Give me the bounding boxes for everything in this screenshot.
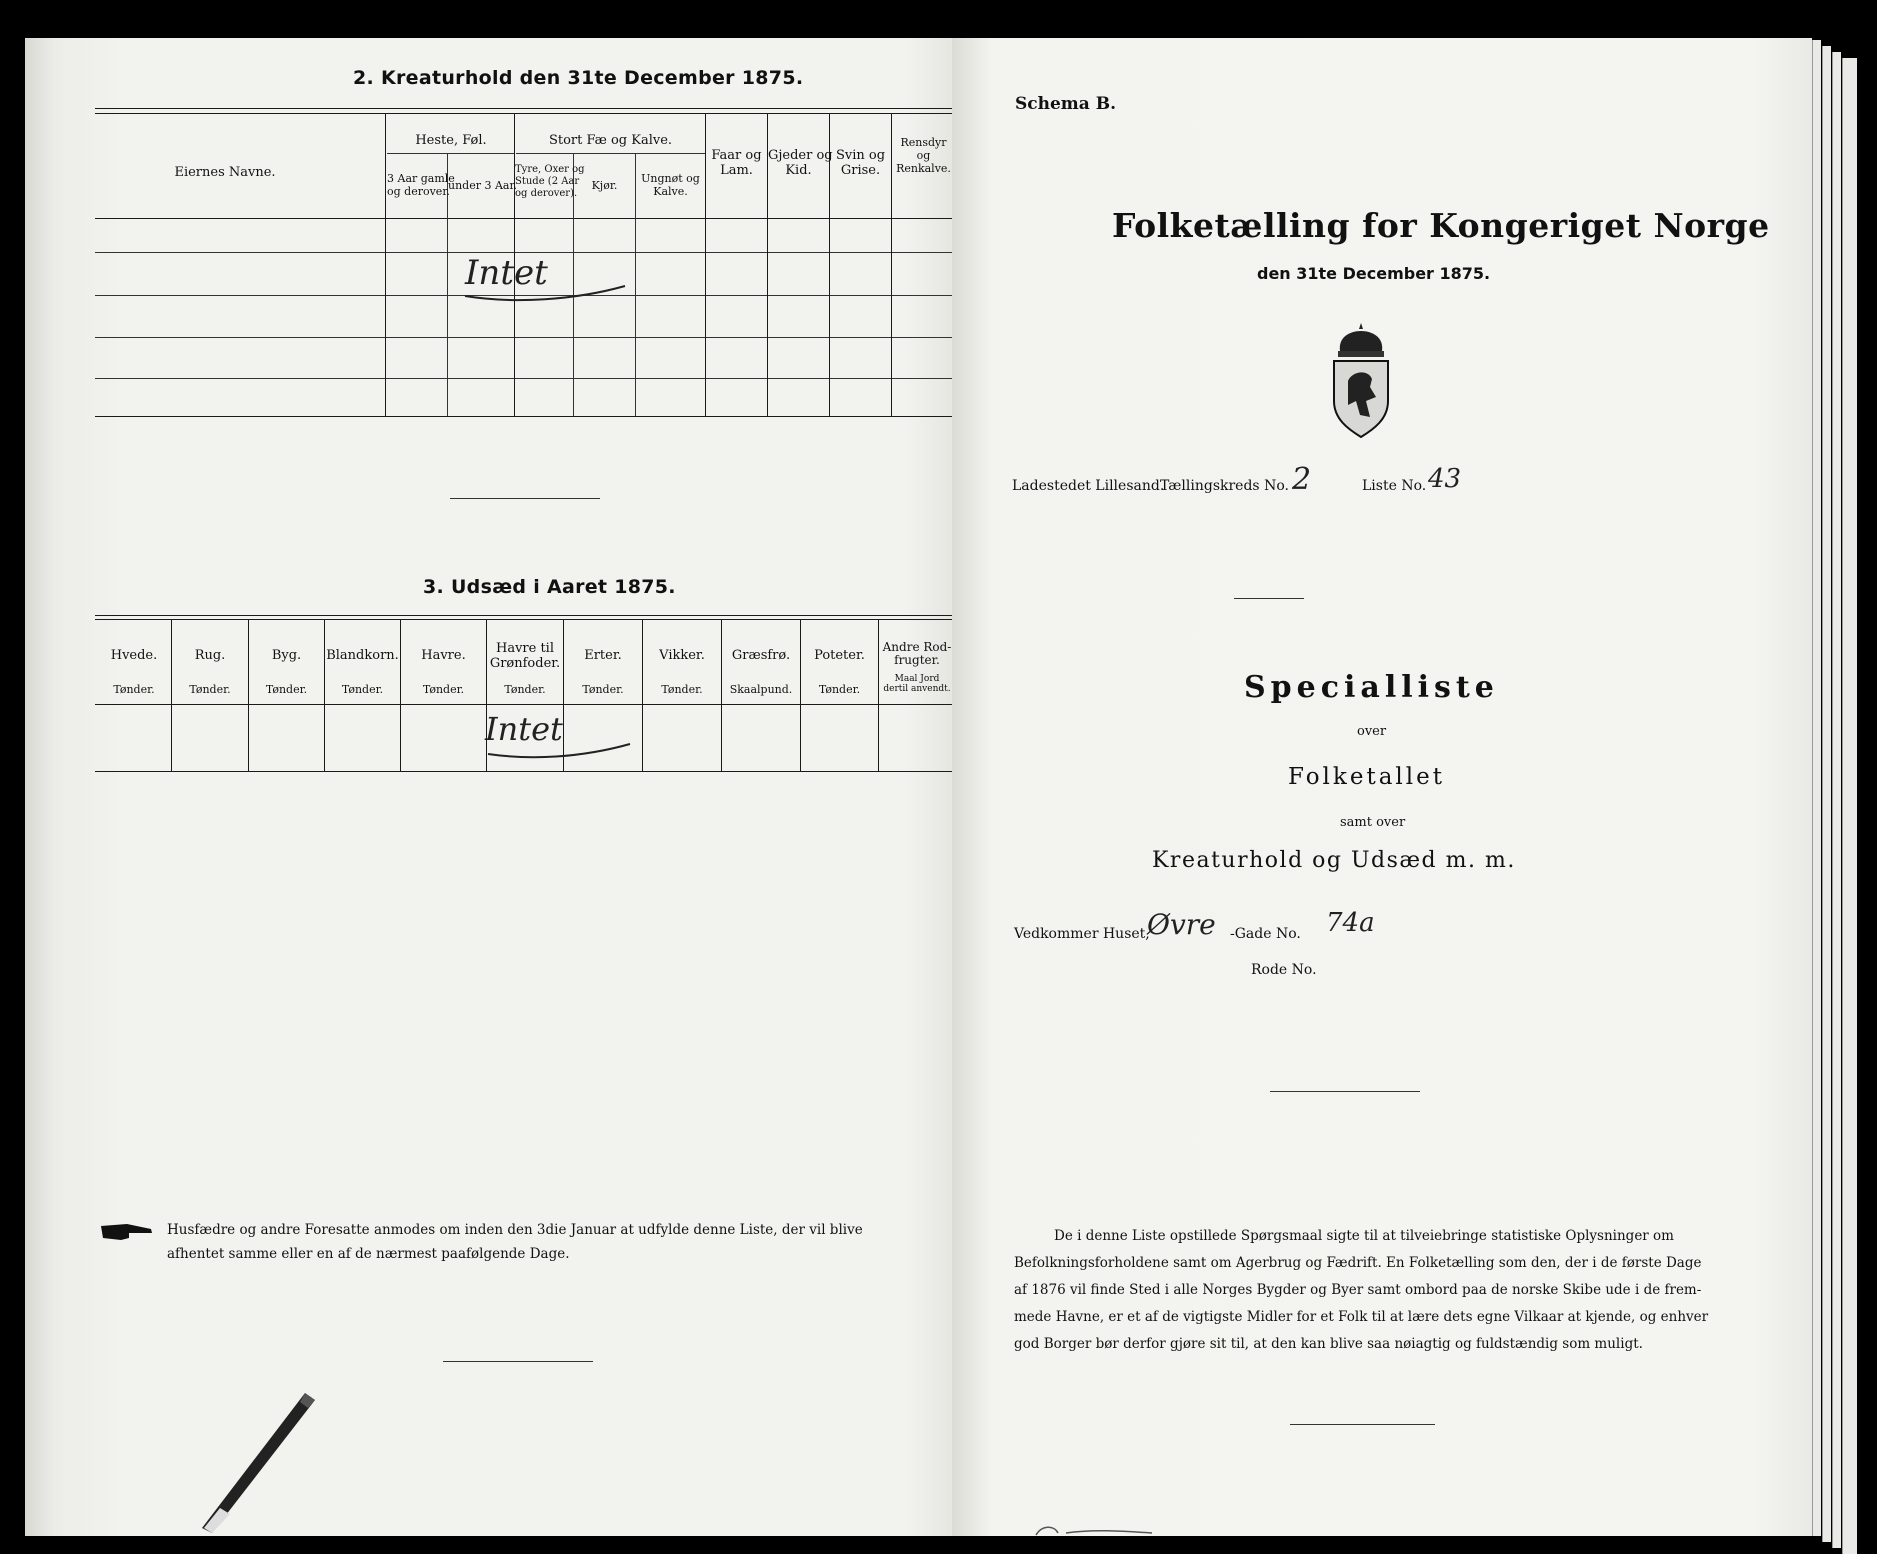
udsaed-unit: Tønder. bbox=[265, 683, 308, 696]
group-rule bbox=[516, 153, 705, 154]
page-edge bbox=[1832, 52, 1841, 1548]
udsaed-unit: Tønder. bbox=[818, 683, 861, 696]
page-edge bbox=[1842, 58, 1857, 1554]
udsaed-col-graesfro: Græsfrø. bbox=[731, 648, 791, 663]
col-owner: Eiernes Navne. bbox=[174, 165, 276, 180]
col-stort-c: Ungnøt og Kalve. bbox=[641, 172, 700, 198]
col-heste-a: 3 Aar gamle og derover. bbox=[387, 172, 455, 198]
section2-title: 2. Kreaturhold den 31te December 1875. bbox=[353, 67, 804, 89]
udsaed-unit: Tønder. bbox=[661, 683, 703, 696]
handwritten-flourish bbox=[455, 278, 635, 308]
schema-label: Schema B. bbox=[1015, 94, 1117, 114]
kreds-label: Tællingskreds No. bbox=[1160, 478, 1289, 494]
census-title: Folketælling for Kongeriget Norge bbox=[1112, 206, 1770, 245]
col-heste-b: under 3 Aar. bbox=[448, 179, 518, 192]
separator-line bbox=[450, 498, 600, 499]
coat-of-arms-icon bbox=[1326, 321, 1396, 439]
udsaed-col-byg: Byg. bbox=[271, 648, 302, 663]
vedkommer-label: Vedkommer Huset, bbox=[1014, 926, 1150, 942]
kreaturhold-text: Kreaturhold og Udsæd m. m. bbox=[1152, 848, 1516, 873]
census-date: den 31te December 1875. bbox=[1257, 264, 1491, 283]
udsaed-col-erter: Erter. bbox=[584, 648, 622, 663]
gade-handwritten: Øvre bbox=[1147, 908, 1216, 941]
table-row-line bbox=[95, 378, 955, 379]
udsaed-col-andre: Andre Rod- frugter. bbox=[882, 640, 952, 667]
kreds-value: 2 bbox=[1292, 462, 1312, 497]
pointing-hand-icon bbox=[99, 1220, 155, 1244]
page-edge bbox=[1812, 40, 1821, 1536]
table-rule bbox=[95, 619, 955, 620]
group-heste: Heste, Føl. bbox=[415, 133, 487, 148]
table-col-line bbox=[385, 113, 386, 416]
col-faar: Faar og Lam. bbox=[711, 148, 762, 178]
udsaed-col-havre-gronfoder: Havre til Grønfoder. bbox=[489, 641, 561, 671]
notice-line-1: Husfædre og andre Foresatte anmodes om inden den 3die Januar at udfylde denne Liste, der vil blive bbox=[167, 1222, 863, 1238]
udsaed-unit: Tønder. bbox=[113, 683, 155, 696]
separator-line bbox=[1270, 1091, 1420, 1092]
section3-title: 3. Udsæd i Aaret 1875. bbox=[423, 576, 676, 598]
intro-paragraph-line: god Borger bør derfor gjøre sit til, at den kan blive saa nøiagtig og fuldstændig som muligt. bbox=[1014, 1336, 1643, 1352]
udsaed-col-rug: Rug. bbox=[194, 648, 226, 663]
separator-line bbox=[1234, 598, 1304, 599]
intro-paragraph-line: De i denne Liste opstillede Spørgsmaal sigte til at tilveiebringe statistiske Oplysninger om bbox=[1054, 1228, 1674, 1244]
group-rule bbox=[387, 153, 515, 154]
udsaed-unit: Skaalpund. bbox=[729, 683, 793, 696]
specialliste-title: Specialliste bbox=[1244, 670, 1499, 705]
handwritten-scribble bbox=[1032, 1523, 1192, 1537]
table-rule bbox=[95, 416, 955, 417]
udsaed-col-havre: Havre. bbox=[421, 648, 466, 663]
gade-no-value: 74a bbox=[1326, 908, 1375, 938]
table-row-line bbox=[95, 337, 955, 338]
over-text: over bbox=[1357, 724, 1387, 739]
table-rule bbox=[95, 108, 955, 109]
separator-line bbox=[443, 1361, 593, 1362]
udsaed-col-hvede: Hvede. bbox=[110, 648, 158, 663]
col-gjeder: Gjeder og Kid. bbox=[768, 148, 833, 178]
pen-photo bbox=[190, 1388, 320, 1538]
intro-paragraph-line: Befolkningsforholdene samt om Agerbrug og Fædrift. En Folketælling som den, der i de første Dage bbox=[1014, 1255, 1702, 1271]
liste-value: 43 bbox=[1428, 464, 1462, 494]
handwritten-entry: Intet bbox=[465, 253, 548, 293]
col-stort-b: Kjør. bbox=[591, 179, 618, 192]
intro-paragraph-line: af 1876 vil finde Sted i alle Norges Bygder og Byer samt ombord paa de norske Skibe ude i de frem- bbox=[1014, 1282, 1702, 1298]
udsaed-unit: Tønder. bbox=[504, 683, 546, 696]
table-rule bbox=[95, 615, 955, 616]
table-rule bbox=[95, 218, 955, 219]
udsaed-unit: Maal Jord dertil anvendt. bbox=[883, 674, 951, 694]
right-page bbox=[952, 38, 1812, 1536]
intro-paragraph-line: mede Havne, er et af de vigtigste Midler for et Folk til at lære dets egne Vilkaar at kjende, og enhver bbox=[1014, 1309, 1709, 1325]
udsaed-unit: Tønder. bbox=[582, 683, 624, 696]
left-page bbox=[25, 38, 960, 1536]
udsaed-unit: Tønder. bbox=[341, 683, 384, 696]
group-stort: Stort Fæ og Kalve. bbox=[548, 133, 673, 148]
folketallet-text: Folketallet bbox=[1288, 764, 1445, 790]
udsaed-unit: Tønder. bbox=[189, 683, 231, 696]
col-svin: Svin og Grise. bbox=[835, 148, 886, 178]
handwritten-entry: Intet bbox=[485, 710, 563, 748]
udsaed-col-poteter: Poteter. bbox=[814, 648, 865, 663]
udsaed-col-blandkorn: Blandkorn. bbox=[326, 648, 399, 663]
udsaed-col-vikker: Vikker. bbox=[659, 648, 705, 663]
liste-label: Liste No. bbox=[1362, 478, 1427, 494]
separator-line bbox=[1290, 1424, 1435, 1425]
handwritten-flourish bbox=[480, 738, 640, 768]
page-edge bbox=[1822, 46, 1831, 1542]
table-rule bbox=[95, 704, 955, 705]
notice-line-2: afhentet samme eller en af de nærmest paafølgende Dage. bbox=[167, 1246, 570, 1262]
table-rule bbox=[95, 113, 955, 114]
samt-over-text: samt over bbox=[1340, 815, 1406, 830]
col-stort-a: Tyre, Oxer og Stude (2 Aar og derover). bbox=[515, 164, 585, 199]
udsaed-unit: Tønder. bbox=[422, 683, 465, 696]
rode-label: Rode No. bbox=[1251, 962, 1317, 978]
table-rule bbox=[95, 771, 955, 772]
col-rensdyr: Rensdyr og Renkalve. bbox=[896, 136, 951, 175]
place-label: Ladestedet Lillesand. bbox=[1012, 478, 1165, 494]
gade-label: -Gade No. bbox=[1230, 926, 1301, 942]
